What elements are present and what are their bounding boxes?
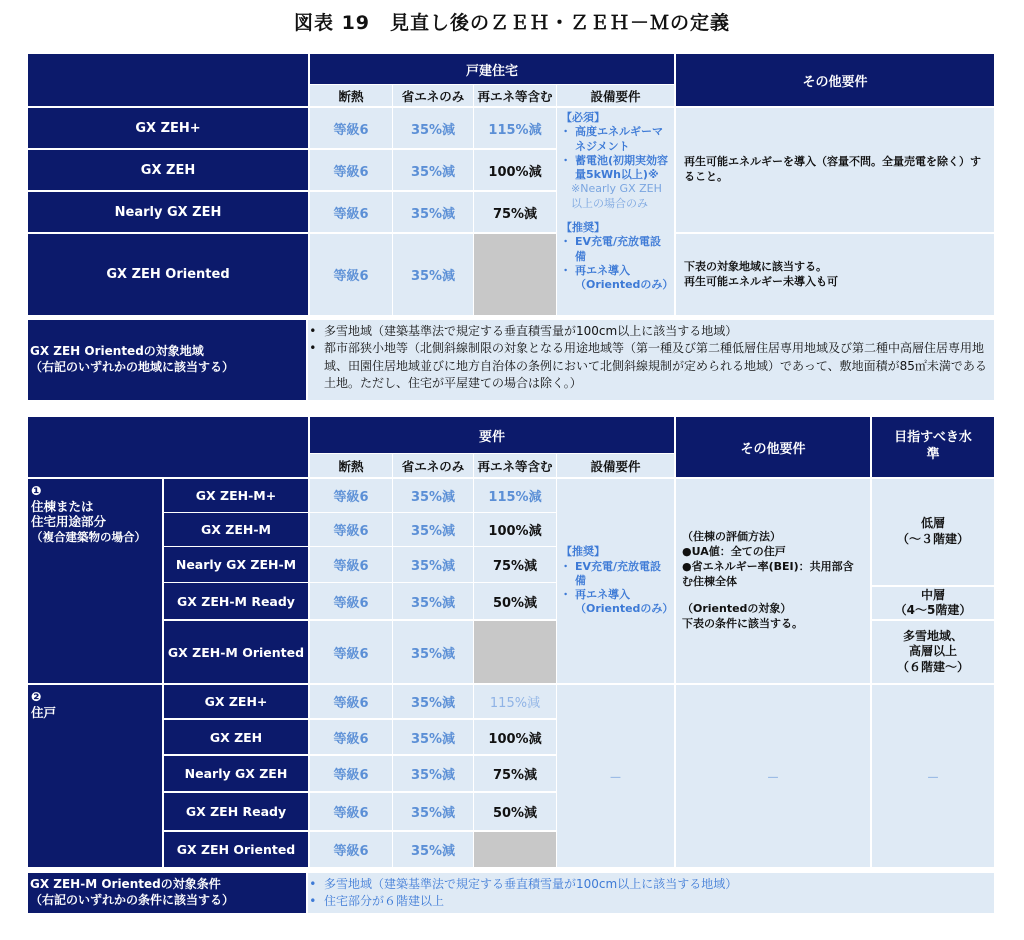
t1-cell-insulation: 等級6 xyxy=(310,150,392,190)
t1-other-cell-2 xyxy=(676,234,994,315)
section-1-text: 住宅用途部分 xyxy=(31,514,107,530)
t2-row-name: Nearly GX ZEH-M xyxy=(164,547,308,582)
t2-other-line: ●UA値：全ての住戸 xyxy=(682,545,786,559)
target-text: 多雪地域、 xyxy=(902,628,963,643)
t1-row-name: GX ZEH+ xyxy=(28,108,308,148)
t1-equip-note: ※Nearly GX ZEH以上の場合のみ xyxy=(571,182,662,210)
t1-equip-required-item: ・ 蓄電池(初期実効容量5kWh以上)※ xyxy=(575,154,670,183)
t1-row-name: GX ZEH Oriented xyxy=(28,234,308,315)
t2-cell-renew: 75%減 xyxy=(474,756,556,791)
t1-note-item: • 都市部狭小地等（北側斜線制限の対象となる用途地域等（第一種及び第二種低層住居専用地域及び第二種中高層住居専用地域、田園住居地域並びに地方自治体の条例において北側斜線規制が定められる地域）であって、敷地面積が85㎡未満である土地。ただし、住宅が平屋建ての場合は除く。） xyxy=(324,340,990,392)
t1-cell-renew: 115%減 xyxy=(474,108,556,148)
t2-row-name: GX ZEH-M+ xyxy=(164,479,308,512)
t2-section-1-label xyxy=(28,479,162,683)
t2-cell-insulation: 等級6 xyxy=(310,793,392,830)
t2-col-renew: 再エネ等含む xyxy=(474,454,556,477)
t1-note-label-2: （右記のいずれかの地域に該当する） xyxy=(30,360,235,374)
t1-cell-energy: 35%減 xyxy=(393,192,473,232)
t2-cell-renew: 50%減 xyxy=(474,583,556,619)
t2-section-2-label xyxy=(28,685,162,867)
t1-other-text-1: 再生可能エネルギーを導入（容量不問。全量売電を除く）すること。 xyxy=(684,155,981,183)
t2-equip-cell xyxy=(557,479,674,683)
t2-other-dash: － xyxy=(676,685,870,867)
t2-cell-energy: 35%減 xyxy=(393,756,473,791)
t1-cell-renew xyxy=(474,234,556,315)
t2-col-insulation: 断熱 xyxy=(310,454,392,477)
t2-note-item: • 多雪地域（建築基準法で規定する垂直積雪量が100cm以上に該当する地域） xyxy=(324,876,990,893)
t2-cell-insulation: 等級6 xyxy=(310,756,392,791)
t1-cell-insulation: 等級6 xyxy=(310,192,392,232)
t1-equip-required-item: ・ 高度エネルギーマネジメント xyxy=(575,125,670,154)
t2-row-name: GX ZEH Oriented xyxy=(164,832,308,867)
t2-row-name: GX ZEH-M xyxy=(164,513,308,546)
t2-note-label xyxy=(28,873,306,913)
t2-cell-insulation: 等級6 xyxy=(310,583,392,619)
t2-target-mid xyxy=(872,587,994,619)
section-1-number: ❶ xyxy=(31,483,42,498)
t1-note-label-1: GX ZEH Orientedの対象地域 xyxy=(30,344,204,359)
t2-row-name: GX ZEH+ xyxy=(164,685,308,718)
t1-note-item: • 多雪地域（建築基準法で規定する垂直積雪量が100cm以上に該当する地域） xyxy=(324,323,990,340)
t2-cell-energy: 35%減 xyxy=(393,832,473,867)
t2-group-header: 要件 xyxy=(310,417,674,453)
t1-col-renew: 再エネ等含む xyxy=(474,85,556,106)
t1-cell-renew: 100%減 xyxy=(474,150,556,190)
t2-cell-insulation: 等級6 xyxy=(310,720,392,754)
t2-other-line: （Orientedの対象） xyxy=(682,601,792,615)
t2-col-equip: 設備要件 xyxy=(557,454,674,477)
t2-other-line: ●省エネルギー率(BEI)：共用部含む住棟全体 xyxy=(682,560,854,588)
t2-target-header-text: 目指すべき水準 xyxy=(894,430,972,462)
target-text: 高層以上 xyxy=(908,644,957,659)
target-text: （4～5階建） xyxy=(894,603,972,617)
t1-other-cell-1 xyxy=(676,108,994,232)
t2-target-header xyxy=(872,417,994,477)
t1-cell-energy: 35%減 xyxy=(393,108,473,148)
t2-cell-insulation: 等級6 xyxy=(310,513,392,546)
section-2-number: ❷ xyxy=(31,689,42,704)
t2-target-high xyxy=(872,621,994,683)
t2-equip-item: ・ EV充電/充放電設備 xyxy=(575,560,670,589)
t2-cell-energy: 35%減 xyxy=(393,583,473,619)
t2-cell-renew: 75%減 xyxy=(474,547,556,582)
t2-corner-cell xyxy=(28,417,308,477)
t2-cell-energy: 35%減 xyxy=(393,793,473,830)
t1-cell-energy: 35%減 xyxy=(393,234,473,315)
t2-cell-insulation: 等級6 xyxy=(310,547,392,582)
t2-cell-renew xyxy=(474,621,556,683)
t2-col-energy: 省エネのみ xyxy=(393,454,473,477)
t2-cell-energy: 35%減 xyxy=(393,513,473,546)
t2-other-header: その他要件 xyxy=(676,417,870,477)
t2-cell-insulation: 等級6 xyxy=(310,832,392,867)
t2-cell-renew: 100%減 xyxy=(474,720,556,754)
t1-note-label xyxy=(28,320,306,400)
t2-cell-insulation: 等級6 xyxy=(310,685,392,718)
t2-row-name: GX ZEH xyxy=(164,720,308,754)
t2-cell-renew: 100%減 xyxy=(474,513,556,546)
t2-target-low xyxy=(872,479,994,585)
t2-other-cell xyxy=(676,479,870,683)
t1-cell-renew: 75%減 xyxy=(474,192,556,232)
t2-row-name: GX ZEH Ready xyxy=(164,793,308,830)
t2-equip-dash: － xyxy=(557,685,674,867)
t2-cell-renew: 115%減 xyxy=(474,685,556,718)
section-1-subtext: （複合建築物の場合） xyxy=(31,529,146,544)
t1-corner-cell xyxy=(28,54,308,106)
t2-note-label-2: （右記のいずれかの条件に該当する） xyxy=(30,893,235,907)
t1-note-body xyxy=(308,320,994,400)
target-text: 低層 xyxy=(920,516,945,531)
t1-equip-recommended-item: ・ EV充電/充放電設備 xyxy=(575,235,670,264)
t2-cell-energy: 35%減 xyxy=(393,479,473,512)
t2-cell-energy: 35%減 xyxy=(393,621,473,683)
t1-row-name: GX ZEH xyxy=(28,150,308,190)
section-1-text: 住棟または xyxy=(31,498,94,514)
t1-cell-energy: 35%減 xyxy=(393,150,473,190)
t2-other-line: （住棟の評価方法） xyxy=(682,530,781,544)
t2-note-item: • 住宅部分が６階建以上 xyxy=(324,893,990,910)
t1-cell-insulation: 等級6 xyxy=(310,108,392,148)
t2-cell-energy: 35%減 xyxy=(393,547,473,582)
t1-group-header: 戸建住宅 xyxy=(310,54,674,84)
t2-row-name: Nearly GX ZEH xyxy=(164,756,308,791)
t2-cell-renew xyxy=(474,832,556,867)
t1-other-text-2b: 再生可能エネルギー未導入も可 xyxy=(684,274,838,288)
t2-other-line: 下表の条件に該当する。 xyxy=(682,616,803,630)
t1-other-header: その他要件 xyxy=(676,54,994,106)
target-text: （～３階建） xyxy=(896,532,969,546)
figure-title: 図表 19 見直し後のＺＥＨ・ＺＥＨ－Ｍの定義 xyxy=(293,12,731,34)
target-text: 中層 xyxy=(920,588,945,602)
t2-cell-energy: 35%減 xyxy=(393,720,473,754)
t1-col-energy: 省エネのみ xyxy=(393,85,473,106)
t2-target-dash: － xyxy=(872,685,994,867)
t2-row-name: GX ZEH-M Oriented xyxy=(164,621,308,683)
t1-cell-insulation: 等級6 xyxy=(310,234,392,315)
t1-row-name: Nearly GX ZEH xyxy=(28,192,308,232)
t1-other-text-2a: 下表の対象地域に該当する。 xyxy=(684,259,827,273)
t2-note-label-1: GX ZEH-M Orientedの対象条件 xyxy=(30,877,221,892)
t2-cell-renew: 50%減 xyxy=(474,793,556,830)
t2-cell-renew: 115%減 xyxy=(474,479,556,512)
t1-equip-recommended-item: ・ 再エネ導入（Orientedのみ） xyxy=(575,264,670,293)
t2-equip-head: 【推奨】 xyxy=(561,545,605,559)
t1-col-insulation: 断熱 xyxy=(310,85,392,106)
t1-equip-recommended-head: 【推奨】 xyxy=(561,221,605,235)
t1-col-equip: 設備要件 xyxy=(557,85,674,106)
target-text: （６階建～） xyxy=(896,659,969,674)
t1-equip-cell xyxy=(557,108,674,315)
t2-row-name: GX ZEH-M Ready xyxy=(164,583,308,619)
t2-equip-item: ・ 再エネ導入（Orientedのみ） xyxy=(575,588,670,617)
t2-cell-energy: 35%減 xyxy=(393,685,473,718)
t2-note-body xyxy=(308,873,994,913)
t2-cell-insulation: 等級6 xyxy=(310,621,392,683)
t1-equip-required-head: 【必須】 xyxy=(561,111,605,124)
t2-cell-insulation: 等級6 xyxy=(310,479,392,512)
section-2-text: 住戸 xyxy=(31,704,57,720)
